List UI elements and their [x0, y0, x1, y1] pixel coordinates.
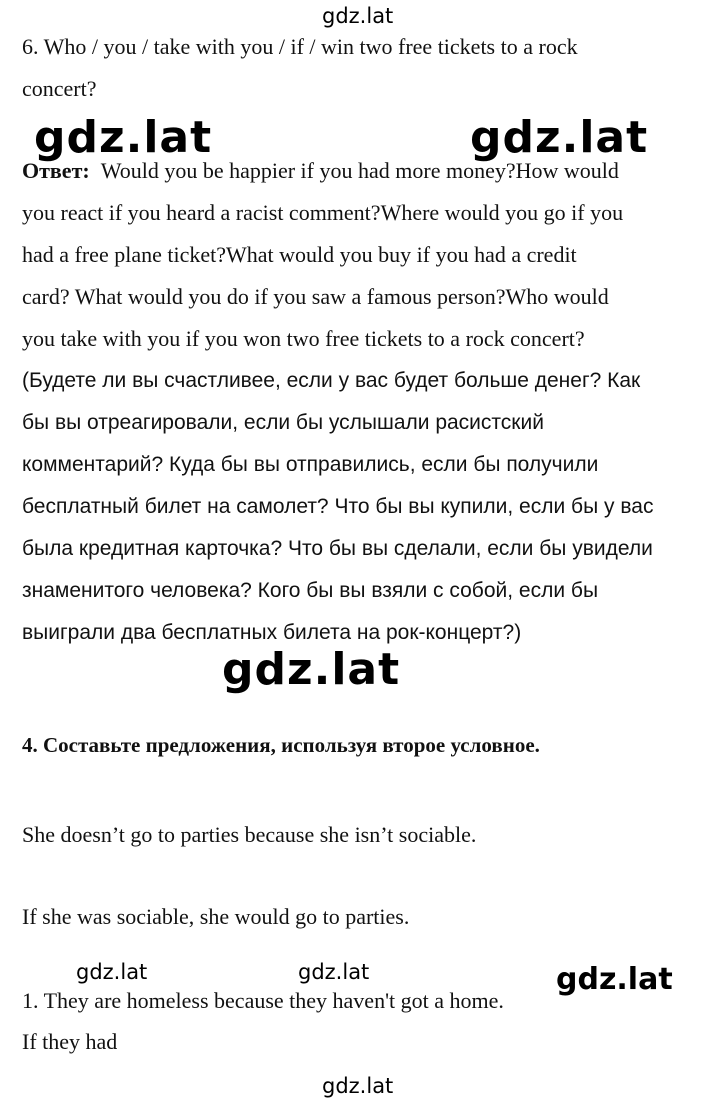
task-4-item-1-start: If they had	[22, 1029, 118, 1054]
watermark-big-left: gdz.lat	[34, 112, 213, 163]
watermark-big-center: gdz.lat	[222, 644, 401, 695]
question-6	[22, 26, 692, 110]
answer-russian-line-7: выиграли два бесплатных билета на рок-концерт?)	[22, 621, 522, 644]
watermark-bottom-right: gdz.lat	[556, 962, 673, 997]
answer-russian-line-4: бесплатный билет на самолет? Что бы вы купили, если бы у вас	[22, 495, 654, 518]
answer-russian-line-1: (Будете ли вы счастливее, если у вас будет больше денег? Как	[22, 369, 641, 392]
watermark-bottom-center: gdz.lat	[298, 960, 370, 984]
task-4-item-1: 1. They are homeless because they haven't got a home.	[22, 988, 504, 1013]
question-6-line-2: concert?	[22, 76, 97, 101]
answer-russian-line-5: была кредитная карточка? Что бы вы сделали, если бы увидели	[22, 537, 653, 560]
answer-russian-line-6: знаменитого человека? Кого бы вы взяли с собой, если бы	[22, 579, 599, 602]
answer-english-line-5: you take with you if you won two free tickets to a rock concert?	[22, 326, 585, 351]
watermark-bottom-left: gdz.lat	[76, 960, 148, 984]
task-4-example-answer: If she was sociable, she would go to parties.	[22, 904, 410, 929]
answer-english-line-4: card? What would you do if you saw a famous person?Who would	[22, 284, 609, 309]
task-4-heading: 4. Составьте предложения, используя второе условное.	[22, 733, 540, 757]
answer-english-line-2: you react if you heard a racist comment?Where would you go if you	[22, 200, 624, 225]
answer-russian-line-3: комментарий? Куда бы вы отправились, если бы получили	[22, 453, 599, 476]
task-4-example-sentence: She doesn’t go to parties because she isn’t sociable.	[22, 822, 477, 847]
watermark-top: gdz.lat	[322, 4, 394, 28]
answer-english-text-1: Would you be happier if you had more money?How would	[100, 158, 619, 183]
watermark-footer: gdz.lat	[322, 1074, 394, 1098]
question-6-line-1: 6. Who / you / take with you / if / win two free tickets to a rock	[22, 34, 578, 59]
answer-label: Ответ:	[22, 158, 90, 183]
answer-english-line-3: had a free plane ticket?What would you buy if you had a credit	[22, 242, 577, 267]
watermark-big-right: gdz.lat	[470, 112, 649, 163]
answer-russian-line-2: бы вы отреагировали, если бы услышали расистский	[22, 411, 544, 434]
answer-block	[22, 150, 692, 654]
